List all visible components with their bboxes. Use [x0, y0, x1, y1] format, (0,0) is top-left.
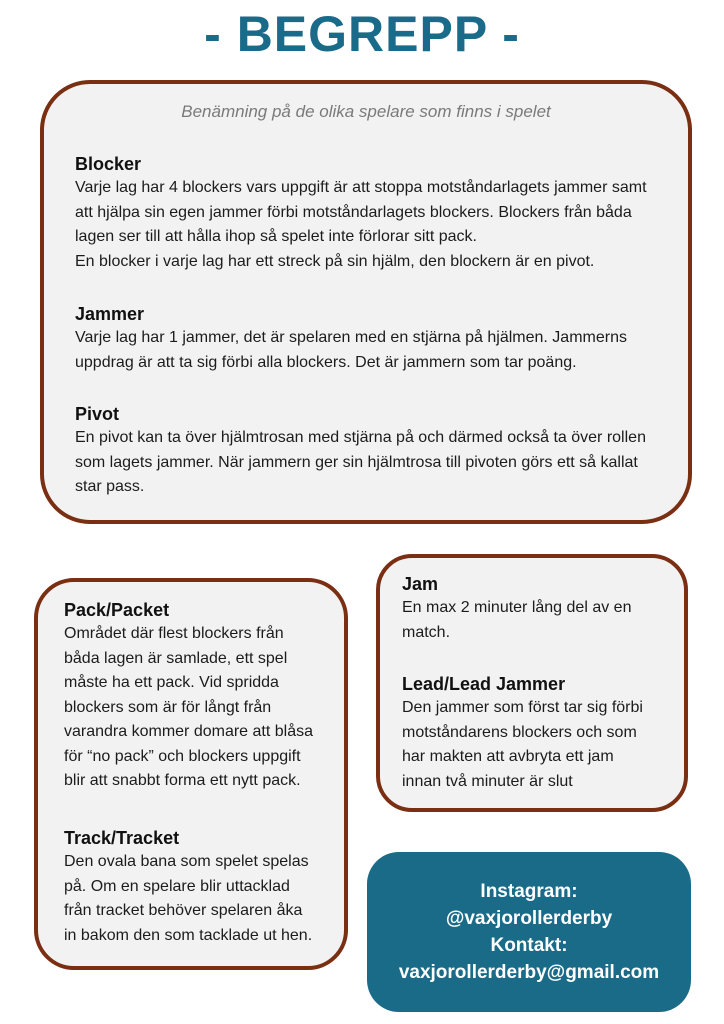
blocker-section — [75, 152, 675, 274]
term-description: En pivot kan ta över hjälmtrosan med stjärna på och därmed också ta över rollen som lagets jammer. När jammern ger sin hjälmtrosa till pivoten görs ett så kallat star pass. — [75, 429, 646, 495]
term-description: Varje lag har 4 blockers vars uppgift är att stoppa motståndarlagets jammer samt att hjälpa sin egen jammer förbi motståndarlagets blockers. Blockers från båda lagen ser till att hålla ihop så spelet inte förlorar sitt pack. En blocker i varje lag har ett streck på sin hjälm, den blockern är en pivot. — [75, 179, 647, 270]
jam-lead-box — [376, 554, 688, 812]
term-heading: Pivot — [75, 404, 120, 424]
email-link[interactable]: vaxjorollerderby@gmail.com — [398, 962, 660, 983]
term-heading: Blocker — [75, 154, 142, 174]
track-section — [64, 826, 344, 948]
term-description: Den jammer som först tar sig förbi motståndarens blockers och som har makten att avbryta ett jam innan två minuter är slut — [402, 699, 643, 790]
term-heading: Jam — [402, 574, 439, 594]
contact-info — [367, 878, 691, 986]
contact-label: Kontakt: — [490, 935, 568, 956]
instagram-label: Instagram: — [480, 881, 578, 902]
term-description: Varje lag har 1 jammer, det är spelaren med en stjärna på hjälmen. Jammerns uppdrag är att ta sig förbi alla blockers. Det är jammern som tar poäng. — [75, 329, 627, 371]
jammer-section — [75, 302, 675, 375]
box-subtitle: Benämning på de olika spelare som finns i spelet — [181, 102, 551, 121]
term-heading: Lead/Lead Jammer — [402, 674, 566, 694]
term-description: Den ovala bana som spelet spelas på. Om en spelare blir uttacklad från tracket behöver spelaren åka in bakom den som tacklade ut hen. — [64, 853, 313, 944]
pivot-section — [75, 402, 675, 500]
term-heading: Jammer — [75, 304, 145, 324]
term-description: Området där flest blockers från båda lagen är samlade, ett spel måste ha ett pack. Vid spridda blockers som är för långt från varandra kommer domare att blåsa för “no pack” och blockers uppgift blir att snabbt forma ett nytt pack. — [64, 625, 313, 789]
contact-box — [367, 852, 691, 1012]
instagram-handle[interactable]: @vaxjorollerderby — [445, 908, 613, 929]
player-terms-box — [40, 80, 692, 524]
lead-jammer-section — [402, 672, 682, 794]
term-heading: Pack/Packet — [64, 600, 170, 620]
pack-section — [64, 598, 344, 794]
pack-track-box — [34, 578, 348, 970]
term-heading: Track/Tracket — [64, 828, 180, 848]
page-title: - BEGREPP - — [204, 6, 520, 62]
term-description: En max 2 minuter lång del av en match. — [402, 599, 632, 641]
jam-section — [402, 572, 682, 645]
